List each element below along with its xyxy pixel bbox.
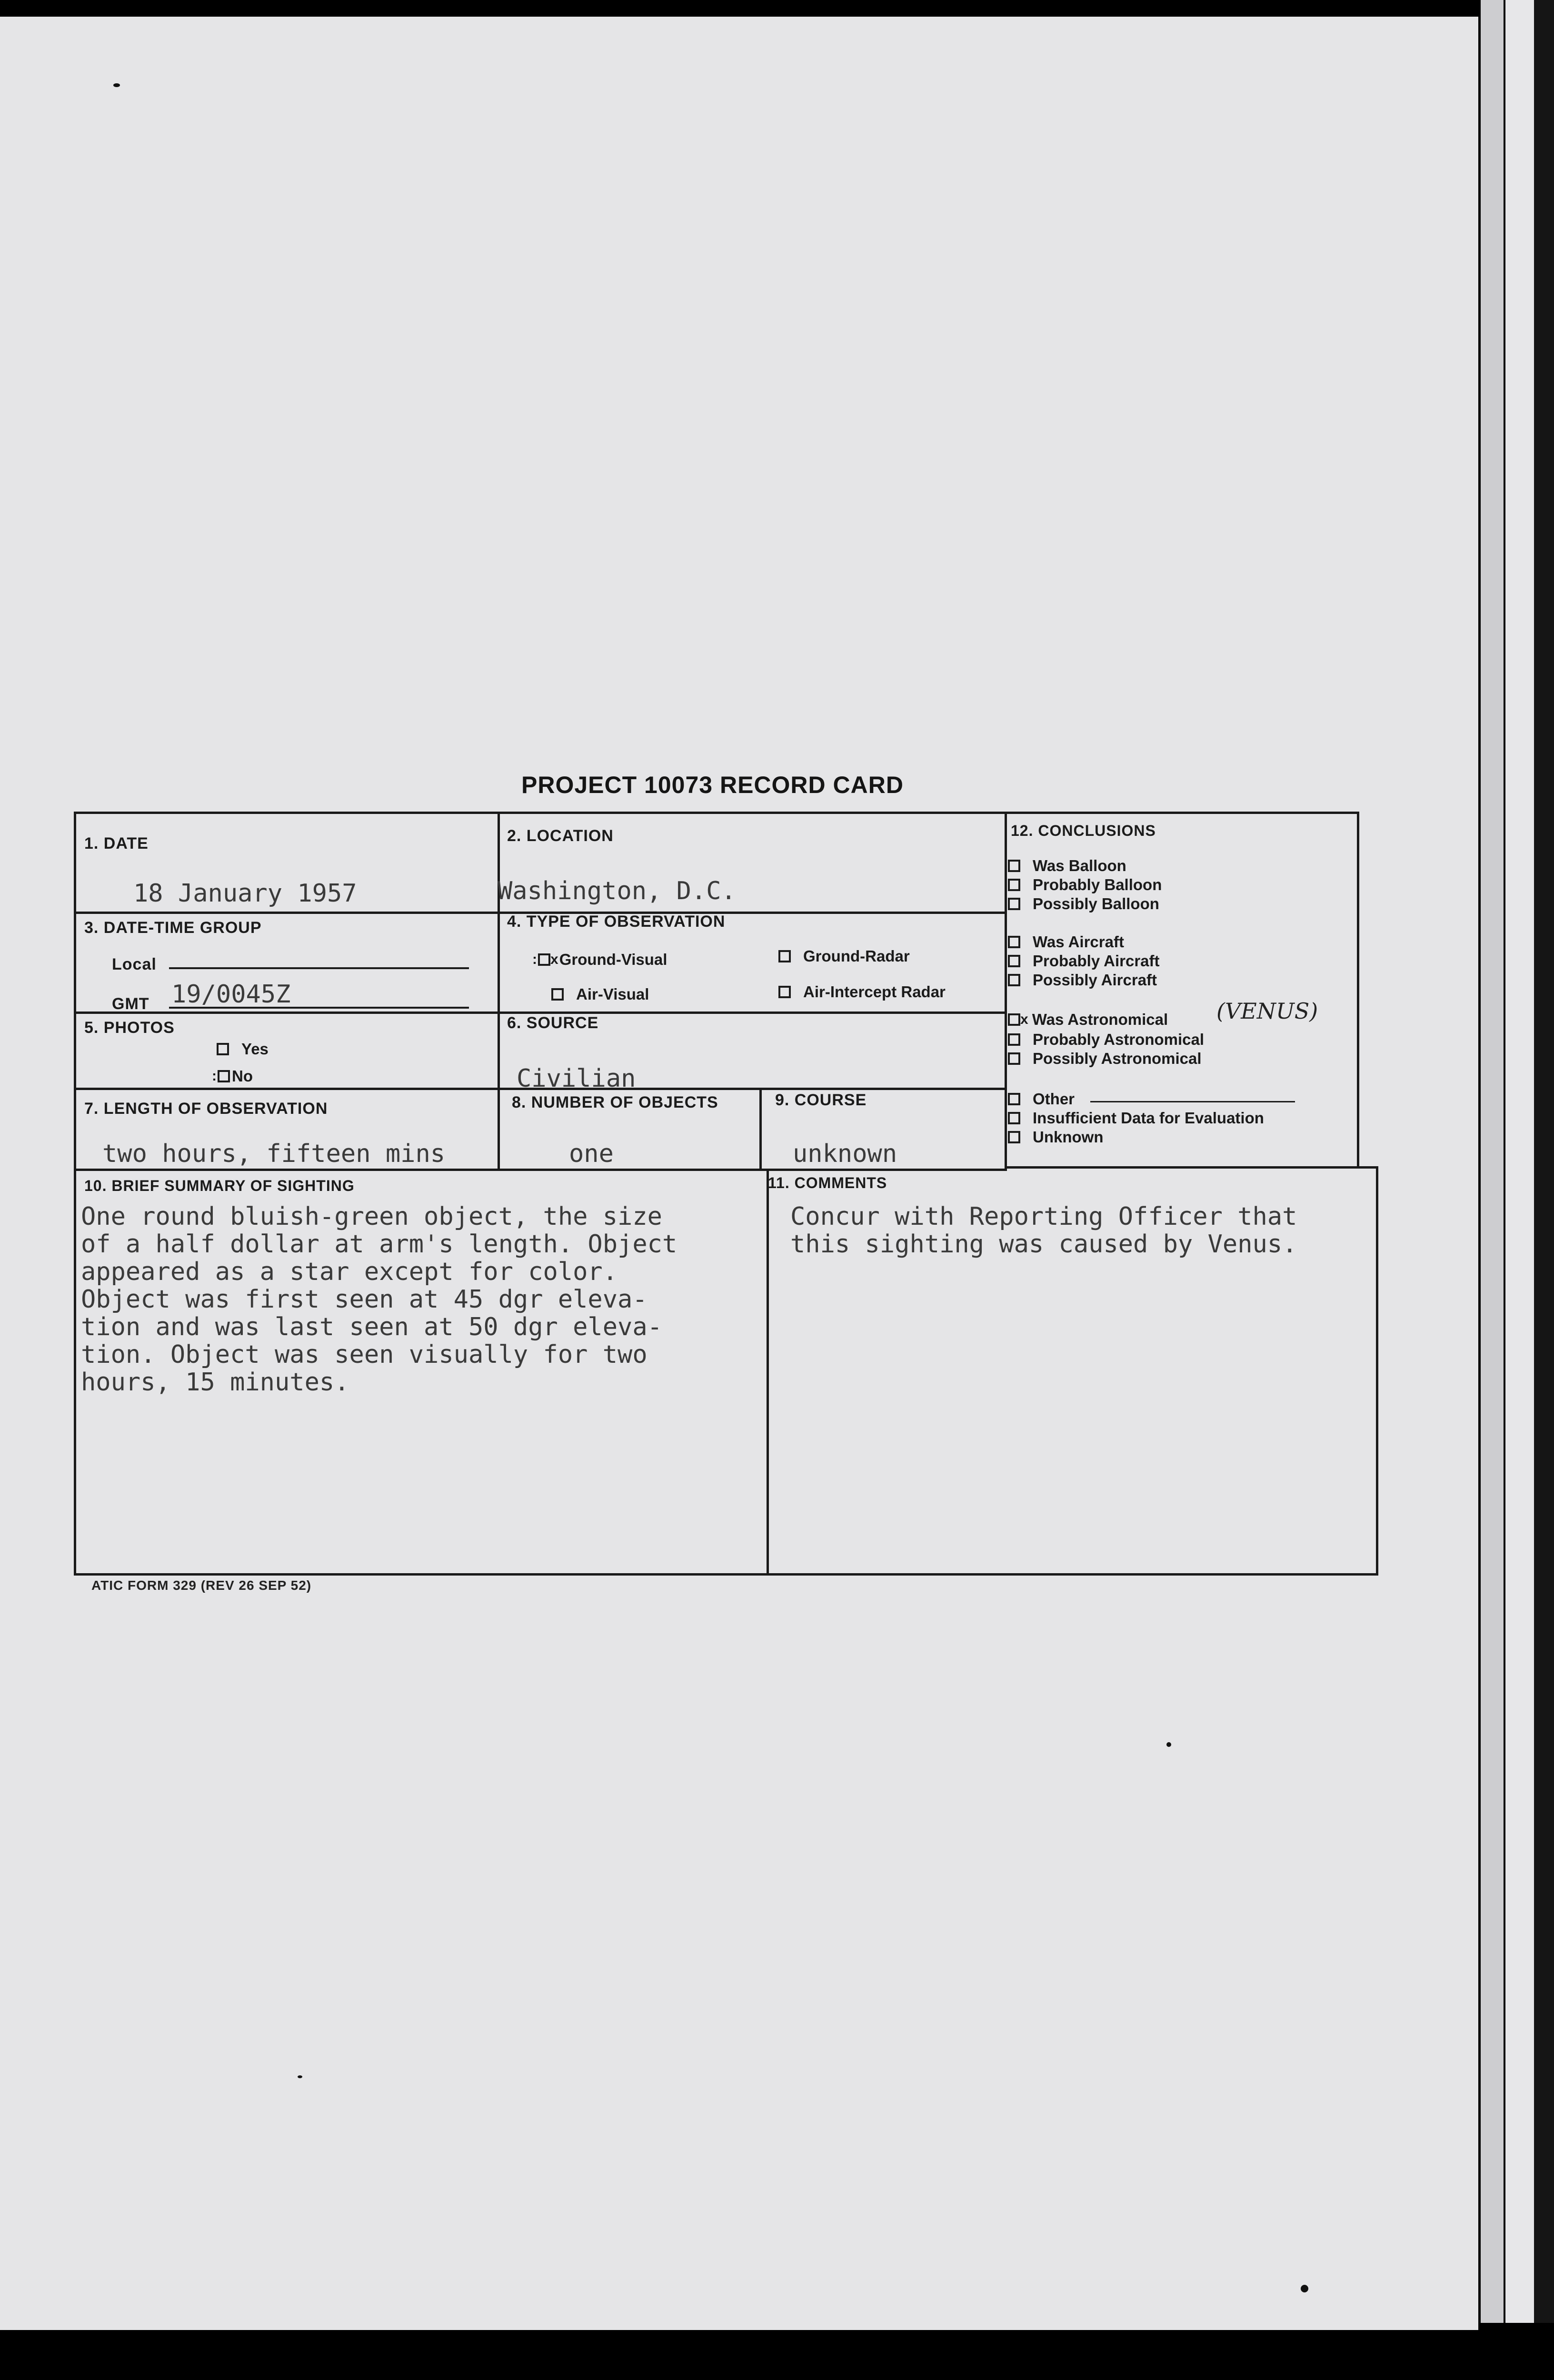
length-value: two hours, fifteen mins	[102, 1140, 446, 1168]
speck	[113, 83, 120, 87]
checkbox-icon	[778, 986, 791, 998]
option-ground-radar[interactable]	[778, 947, 910, 965]
checkbox-icon	[1008, 936, 1020, 948]
conclusions-label: 12. CONCLUSIONS	[1011, 822, 1156, 839]
gmt-label: GMT	[112, 995, 149, 1013]
checkbox-checked-icon	[1008, 1013, 1020, 1026]
check-mark: x	[1020, 1012, 1028, 1027]
number-of-objects-value: one	[569, 1140, 614, 1168]
local-line	[169, 967, 469, 969]
local-label: Local	[112, 955, 157, 973]
conclusion-possibly-aircraft[interactable]	[1008, 971, 1157, 989]
frame-line	[74, 1573, 1378, 1576]
source-value: Civilian	[517, 1064, 636, 1093]
comments-text: Concur with Reporting Officer that this sighting was caused by Venus.	[790, 1202, 1297, 1259]
checkbox-icon	[1008, 879, 1020, 891]
checkbox-icon	[1008, 1033, 1020, 1046]
option-label: Was Astronomical	[1032, 1011, 1168, 1028]
option-photos-yes[interactable]	[217, 1040, 269, 1058]
checkbox-icon	[551, 988, 564, 1001]
date-label: 1. DATE	[84, 834, 149, 853]
page-edge	[1481, 0, 1504, 2323]
option-photos-no[interactable]	[212, 1067, 253, 1085]
divider	[498, 812, 500, 1169]
summary-label: 10. BRIEF SUMMARY OF SIGHTING	[84, 1177, 355, 1194]
option-label: Yes	[241, 1040, 269, 1058]
conclusion-was-aircraft[interactable]	[1008, 933, 1124, 951]
length-label: 7. LENGTH OF OBSERVATION	[84, 1100, 328, 1118]
option-label: Air-Visual	[576, 985, 649, 1003]
conclusion-probably-astronomical[interactable]	[1008, 1031, 1204, 1049]
checkbox-icon	[1008, 955, 1020, 967]
option-label: Possibly Aircraft	[1033, 971, 1157, 989]
other-line	[1090, 1101, 1295, 1102]
handwritten-venus-note: (VENUS)	[1216, 998, 1318, 1024]
frame-line	[74, 812, 1359, 814]
checkbox-icon	[778, 950, 791, 962]
source-label: 6. SOURCE	[507, 1014, 599, 1032]
checkbox-icon	[1008, 1131, 1020, 1143]
check-mark: :	[532, 952, 537, 967]
option-label: Possibly Astronomical	[1033, 1050, 1202, 1067]
page-edge	[1505, 0, 1534, 2323]
option-label: Probably Balloon	[1033, 876, 1162, 893]
option-label: No	[232, 1067, 253, 1085]
frame-line	[1005, 1166, 1378, 1169]
photos-label: 5. PHOTOS	[84, 1019, 175, 1037]
option-air-intercept-radar[interactable]	[778, 983, 946, 1001]
card-title: PROJECT 10073 RECORD CARD	[521, 772, 904, 798]
conclusion-insufficient-data[interactable]	[1008, 1109, 1264, 1127]
conclusion-was-astronomical[interactable]	[1008, 1011, 1168, 1029]
conclusion-probably-balloon[interactable]	[1008, 876, 1162, 894]
divider	[74, 1169, 1007, 1171]
checkbox-icon	[1008, 1052, 1020, 1065]
conclusion-possibly-astronomical[interactable]	[1008, 1050, 1202, 1068]
option-label: Possibly Balloon	[1033, 895, 1159, 912]
option-label: Other	[1033, 1090, 1075, 1108]
speck	[1301, 2285, 1308, 2292]
check-mark: :	[212, 1068, 217, 1084]
divider	[1005, 812, 1007, 1169]
gmt-value: 19/0045Z	[171, 980, 291, 1009]
option-label: Ground-Visual	[559, 951, 667, 968]
checkbox-icon	[1008, 1093, 1020, 1105]
frame-line	[74, 812, 76, 1576]
date-time-group-label: 3. DATE-TIME GROUP	[84, 919, 262, 937]
location-label: 2. LOCATION	[507, 827, 614, 845]
type-of-observation-label: 4. TYPE OF OBSERVATION	[507, 912, 726, 931]
record-card	[74, 812, 1378, 1576]
speck	[1166, 1742, 1171, 1747]
date-value: 18 January 1957	[133, 879, 357, 908]
checkbox-icon	[217, 1043, 229, 1055]
checkbox-icon	[1008, 974, 1020, 986]
course-value: unknown	[793, 1140, 897, 1168]
page-edge	[1534, 0, 1554, 2323]
conclusion-unknown[interactable]	[1008, 1128, 1103, 1146]
option-label: Was Aircraft	[1033, 933, 1124, 951]
conclusion-other[interactable]	[1008, 1090, 1075, 1108]
form-id: ATIC FORM 329 (REV 26 SEP 52)	[91, 1578, 312, 1593]
option-air-visual[interactable]	[551, 985, 649, 1003]
option-label: Insufficient Data for Evaluation	[1033, 1109, 1264, 1127]
checkbox-checked-icon	[218, 1070, 230, 1082]
number-of-objects-label: 8. NUMBER OF OBJECTS	[512, 1093, 718, 1111]
checkbox-icon	[1008, 898, 1020, 910]
speck	[298, 2075, 302, 2078]
checkbox-checked-icon	[538, 953, 550, 966]
option-label: Probably Aircraft	[1033, 952, 1160, 970]
frame-line	[1357, 812, 1359, 1169]
option-label: Was Balloon	[1033, 857, 1126, 874]
divider	[759, 1088, 762, 1169]
checkbox-icon	[1008, 1112, 1020, 1124]
divider	[767, 1169, 769, 1573]
summary-text: One round bluish-green object, the size of a half dollar at arm's length. Object appeared as a star except for color. Object was first seen at 45 dgr eleva- tion and was last seen at 50 dgr eleva- tion. Object was seen visually for two hours, 15 minutes.	[81, 1202, 677, 1397]
option-label: Air-Intercept Radar	[803, 983, 946, 1001]
option-ground-visual[interactable]	[532, 951, 667, 969]
location-value: Washington, D.C.	[498, 877, 736, 905]
option-label: Unknown	[1033, 1128, 1104, 1146]
option-label: Ground-Radar	[803, 947, 910, 965]
course-label: 9. COURSE	[775, 1091, 867, 1109]
conclusion-possibly-balloon[interactable]	[1008, 895, 1159, 913]
conclusion-probably-aircraft[interactable]	[1008, 952, 1160, 970]
checkbox-icon	[1008, 860, 1020, 872]
conclusion-was-balloon[interactable]	[1008, 857, 1126, 875]
comments-label: 11. COMMENTS	[768, 1174, 887, 1191]
frame-line	[1376, 1166, 1378, 1576]
option-label: Probably Astronomical	[1033, 1031, 1205, 1048]
check-mark: x	[550, 952, 558, 967]
